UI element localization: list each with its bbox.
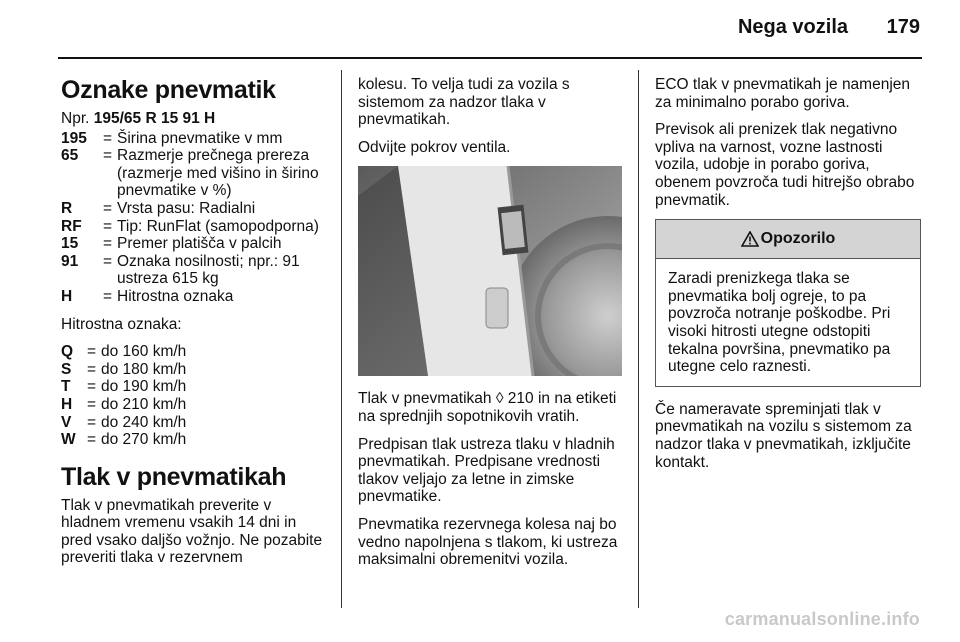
column-divider-1 [341,70,342,608]
example-prefix: Npr. [61,110,90,127]
column-1 [61,76,329,577]
definition-key: 15 [61,235,79,253]
tire-code-definitions [61,130,329,306]
definition-key: V [61,413,72,431]
definition-row [61,396,329,414]
paragraph: Tlak v pnevmatikah ◊ 210 in na etiketi na sprednjih sopotnikovih vratih. [358,390,617,425]
paragraph: Odvijte pokrov ventila. [358,138,511,156]
definition-equals: = [87,431,97,449]
definition-equals: = [103,199,113,217]
heading-tire-markings: Oznake pnevmatik [61,76,276,104]
definition-key: S [61,360,72,378]
paragraph: kolesu. To velja tudi za vozila s sistemom za nadzor tlaka v pnevmatikah. [358,76,570,129]
definition-row [61,414,329,432]
definition-key: RF [61,217,82,235]
definition-key: 65 [61,147,79,165]
definition-value: Premer platišča v palcih [117,235,282,253]
column-divider-2 [638,70,639,608]
warning-text: Zaradi prenizkega tlaka se pnevmatika bolj ogreje, to pa povzroča notranje poškodbe. Pri visoki hitrosti utegne odstopiti tekalna površina, pnevmatiko pa utegne celo raznesti. [668,270,891,376]
definition-key: Q [61,343,74,361]
definition-row [61,361,329,379]
definition-key: T [61,378,71,396]
definition-row [61,235,329,253]
definition-value: do 210 km/h [101,395,187,413]
definition-equals: = [87,343,97,361]
definition-key: R [61,199,73,217]
paragraph: Predpisan tlak ustreza tlaku v hladnih pnevmatikah. Predpisane vrednosti tlakov veljajo za letne in zimske pnevmatike. [358,435,615,506]
definition-row [61,343,329,361]
definition-value: Hitrostna oznaka [117,287,234,305]
heading-tire-pressure: Tlak v pnevmatikah [61,462,287,491]
definition-value: do 190 km/h [101,378,187,396]
definition-row [61,378,329,396]
definition-row [61,130,329,148]
definition-row [61,288,329,306]
definition-equals: = [103,129,113,147]
speed-rating-definitions [61,343,329,449]
definition-row [61,147,329,200]
paragraph: ECO tlak v pnevmatikah je namenjen za minimalno porabo goriva. [655,76,911,111]
definition-key: H [61,395,73,413]
example-line [61,110,329,128]
definition-value: Oznaka nosilnosti; npr.: 91 ustreza 615 kg [117,252,300,288]
definition-value: do 240 km/h [101,413,187,431]
definition-row [61,218,329,236]
definition-key: H [61,287,73,305]
definition-equals: = [87,413,97,431]
definition-key: W [61,431,76,449]
speed-label: Hitrostna oznaka: [61,315,182,333]
header-rule [58,57,922,59]
paragraph: Previsok ali prenizek tlak negativno vpliva na varnost, vozne lastnosti vozila, udobje in porabo goriva, obenem povzroča tudi hitrejšo obrabo pnevmatik. [655,121,915,209]
definition-value: Širina pnevmatike v mm [117,129,283,147]
warning-box [655,219,921,387]
definition-value: Razmerje prečnega prereza (razmerje med višino in širino pnevmatike v %) [117,147,319,200]
paragraph: Če nameravate spreminjati tlak v pnevmatikah na vozilu s sistemom za nadzor tlaka v pnevmatikah, izključite kontakt. [655,400,912,471]
definition-value: do 180 km/h [101,360,187,378]
definition-value: Vrsta pasu: Radialni [117,199,256,217]
definition-row [61,200,329,218]
warning-triangle-icon [741,231,759,247]
definition-equals: = [103,252,113,270]
paragraph: Pnevmatika rezervnega kolesa naj bo vedno napolnjena s tlakom, ki ustreza maksimalni obremenitvi vozila. [358,515,618,569]
section-title: Nega vozila [737,16,848,38]
definition-equals: = [87,395,97,413]
definition-equals: = [103,147,113,165]
definition-row [61,431,329,449]
definition-key: 91 [61,252,79,270]
definition-equals: = [103,217,113,235]
watermark: carmanualsonline.info [724,609,920,629]
column-3 [655,76,923,481]
definition-key: 195 [61,129,87,147]
page-header [0,16,960,46]
definition-row [61,253,329,288]
paragraph: Tlak v pnevmatikah preverite v hladnem vremenu vsakih 14 dni in pred vsako daljšo vožnjo. Ne pozabite preveriti tlaka v rezervnem [61,496,323,567]
warning-header [656,220,920,259]
definition-equals: = [87,378,97,396]
definition-equals: = [87,360,97,378]
column-2 [358,76,628,579]
definition-equals: = [103,287,113,305]
warning-title: Opozorilo [760,230,836,248]
valve-door-photo [358,166,622,376]
definition-value: do 270 km/h [101,431,187,449]
definition-value: Tip: RunFlat (samopodporna) [117,217,319,235]
definition-equals: = [103,235,113,253]
example-code: 195/65 R 15 91 H [93,110,216,127]
definition-value: do 160 km/h [101,343,187,361]
page-number: 179 [886,16,920,38]
